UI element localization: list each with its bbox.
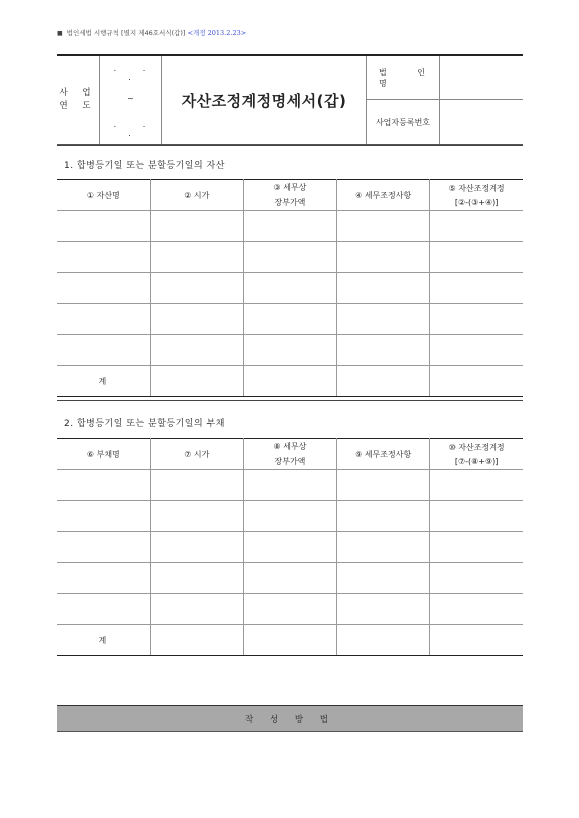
business-reg-no-field[interactable]	[440, 100, 523, 144]
total-row	[57, 366, 523, 397]
table-cell[interactable]	[337, 242, 430, 273]
col-tax-adjustment: ④ 세무조정사항	[337, 180, 430, 211]
table-cell[interactable]	[243, 563, 336, 594]
table-cell[interactable]	[57, 594, 150, 625]
col-market-value: ② 시가	[150, 180, 243, 211]
table-cell[interactable]	[150, 625, 243, 656]
table-cell[interactable]	[150, 304, 243, 335]
table-cell[interactable]	[430, 594, 523, 625]
col-asset-adjustment-account: ⑩ 자산조정계정 [⑦-(⑧+⑨)]	[430, 439, 523, 470]
total-label: 계	[57, 625, 150, 656]
col-asset-adjustment-account: ⑤ 자산조정계정 [②-(③+④)]	[430, 180, 523, 211]
table-cell[interactable]	[243, 335, 336, 366]
section2-title: 2. 합병등기일 또는 분할등기일의 부채	[64, 419, 225, 429]
table-cell[interactable]	[57, 242, 150, 273]
table-row	[57, 273, 523, 304]
table-row	[57, 532, 523, 563]
table-row	[57, 501, 523, 532]
table-cell[interactable]	[430, 501, 523, 532]
table-cell[interactable]	[57, 335, 150, 366]
table-cell[interactable]	[150, 242, 243, 273]
table-cell[interactable]	[150, 335, 243, 366]
table-cell[interactable]	[243, 470, 336, 501]
table-cell[interactable]	[150, 470, 243, 501]
table-cell[interactable]	[337, 532, 430, 563]
table-row	[57, 304, 523, 335]
table-row	[57, 335, 523, 366]
table-header-row	[57, 180, 523, 211]
table-cell[interactable]	[337, 335, 430, 366]
divider	[57, 400, 523, 401]
col-asset-name: ① 자산명	[57, 180, 150, 211]
table-cell[interactable]	[150, 594, 243, 625]
table-cell[interactable]	[243, 304, 336, 335]
col-tax-book-value: ⑧ 세무상 장부가액	[243, 439, 336, 470]
table-cell[interactable]	[430, 335, 523, 366]
table-cell[interactable]	[150, 273, 243, 304]
table-cell[interactable]	[243, 211, 336, 242]
regulation-text: 법인세법 시행규칙 [별지 제46호서식(갑)]	[66, 29, 186, 37]
table-row	[57, 594, 523, 625]
date-range-tilde: ~	[127, 94, 134, 103]
total-label: 계	[57, 366, 150, 397]
table-cell[interactable]	[337, 594, 430, 625]
corp-info-labels	[367, 56, 440, 144]
business-reg-no-label: 사업자등록번호	[375, 117, 431, 127]
total-row	[57, 625, 523, 656]
table-cell[interactable]	[430, 532, 523, 563]
table-cell[interactable]	[150, 563, 243, 594]
table-header-row	[57, 439, 523, 470]
table-cell[interactable]	[243, 242, 336, 273]
square-bullet-icon: ■	[57, 30, 63, 37]
table-cell[interactable]	[150, 366, 243, 397]
corp-info-values	[440, 56, 523, 144]
corp-name-field[interactable]	[440, 56, 523, 100]
table-row	[57, 563, 523, 594]
table-row	[57, 242, 523, 273]
fiscal-year-label: 사 업 연 도	[57, 56, 100, 144]
table-cell[interactable]	[430, 625, 523, 656]
table-cell[interactable]	[57, 470, 150, 501]
start-date-field[interactable]: . . .	[113, 64, 158, 82]
table-cell[interactable]	[430, 273, 523, 304]
table-cell[interactable]	[57, 273, 150, 304]
table-cell[interactable]	[337, 211, 430, 242]
table-row	[57, 470, 523, 501]
table-cell[interactable]	[57, 532, 150, 563]
corp-name-label: 법 인 명	[367, 56, 439, 100]
table-cell[interactable]	[337, 273, 430, 304]
col-tax-adjustment: ⑨ 세무조정사항	[337, 439, 430, 470]
table-cell[interactable]	[243, 532, 336, 563]
table-cell[interactable]	[57, 563, 150, 594]
table-cell[interactable]	[57, 501, 150, 532]
divider	[57, 145, 523, 146]
table-cell[interactable]	[337, 470, 430, 501]
table-cell[interactable]	[57, 211, 150, 242]
section1-title: 1. 합병등기일 또는 분할등기일의 자산	[64, 161, 225, 171]
table-cell[interactable]	[430, 366, 523, 397]
liabilities-table	[57, 438, 523, 656]
table-cell[interactable]	[430, 470, 523, 501]
table-cell[interactable]	[243, 273, 336, 304]
table-cell[interactable]	[150, 211, 243, 242]
table-cell[interactable]	[243, 625, 336, 656]
table-cell[interactable]	[430, 563, 523, 594]
instructions-header: 작 성 방 법	[57, 705, 523, 732]
table-cell[interactable]	[430, 304, 523, 335]
table-cell[interactable]	[243, 501, 336, 532]
table-cell[interactable]	[337, 501, 430, 532]
table-cell[interactable]	[337, 366, 430, 397]
form-title: 자산조정계정명세서(갑)	[162, 56, 367, 144]
amendment-date: <개정 2013.2.23>	[187, 29, 247, 37]
table-cell[interactable]	[243, 594, 336, 625]
table-cell[interactable]	[150, 501, 243, 532]
table-cell[interactable]	[337, 304, 430, 335]
table-cell[interactable]	[150, 532, 243, 563]
table-cell[interactable]	[243, 366, 336, 397]
table-cell[interactable]	[430, 211, 523, 242]
col-tax-book-value: ③ 세무상 장부가액	[243, 180, 336, 211]
form-header	[57, 28, 246, 37]
table-cell[interactable]	[57, 304, 150, 335]
col-liability-name: ⑥ 부채명	[57, 439, 150, 470]
col-market-value: ⑦ 시가	[150, 439, 243, 470]
table-row	[57, 211, 523, 242]
fiscal-year-dates[interactable]	[100, 56, 162, 144]
end-date-field[interactable]: . . .	[113, 120, 158, 138]
assets-table	[57, 179, 523, 397]
table-cell[interactable]	[337, 625, 430, 656]
table-cell[interactable]	[430, 242, 523, 273]
title-block	[57, 54, 523, 145]
table-cell[interactable]	[337, 563, 430, 594]
